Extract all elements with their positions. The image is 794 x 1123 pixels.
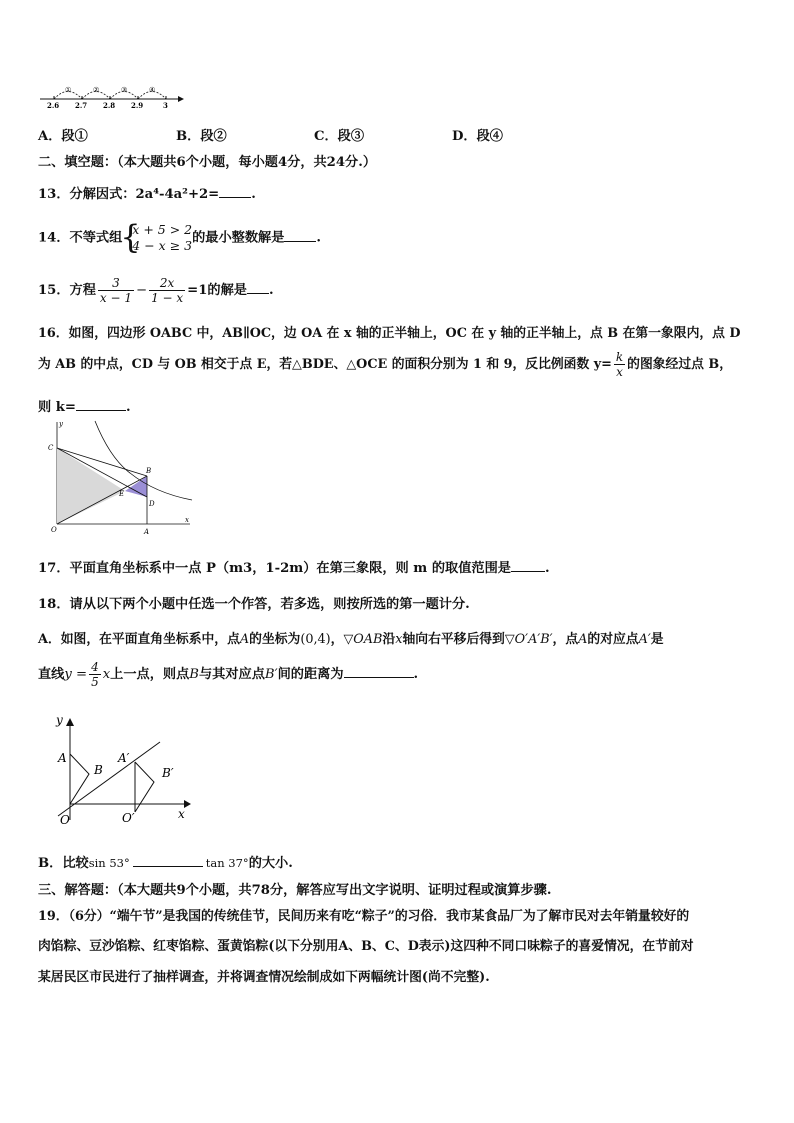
question-18a-line-2: 直线y = $\frac{4}{5}$ x上一点，则点B与其对应点B′间的距离为 . (38, 660, 419, 689)
segment-label: ① (65, 86, 72, 94)
segment-label: ② (93, 86, 100, 94)
q16-end: . (125, 400, 131, 415)
section-3-heading: 三、解答题：（本大题共9个小题，共78分，解答应写出文字说明、证明过程或演算步骤. (38, 883, 552, 898)
q13-end: . (251, 187, 256, 202)
fraction-1: $\frac{3}{x - 1}$ (99, 276, 133, 305)
question-19-line-2: 肉馅粽、豆沙馅粽、红枣馅粽、蛋黄馅粽(以下分别用A、B、C、D表示)这四种不同口味粽子的喜爱情况，在节前对 (38, 939, 694, 954)
question-18b: B．比较sin 53° tan 37°的大小. (38, 856, 293, 871)
q14-text: 14．不等式组 (38, 230, 123, 246)
q15-end: . (268, 283, 274, 298)
answer-blank (133, 854, 203, 867)
answer-blank (219, 185, 251, 198)
point-label-a: A (144, 528, 150, 536)
q15-text-2: =1的解是 (187, 283, 247, 298)
answer-blank (344, 665, 414, 678)
figure-18 (46, 712, 196, 830)
question-16-line-2 (38, 350, 732, 379)
point-label-b: B (146, 467, 152, 475)
q16-text-3: 则 k= (38, 400, 76, 415)
answer-blank (76, 398, 126, 411)
question-14 (38, 222, 321, 254)
axis-label-y: y (56, 713, 63, 727)
point-label-b: B (94, 763, 103, 777)
question-19-line-3: 某居民区市民进行了抽样调查，并将调查情况绘制成如下两幅统计图(尚不完整). (38, 970, 490, 985)
segment-label: ③ (121, 86, 128, 94)
question-13 (38, 183, 256, 202)
q16-text-2: 的图象经过点 B， (627, 357, 733, 372)
axis-label-x: x (185, 516, 189, 524)
tick-label: 2.6 (47, 101, 60, 110)
axis-label-y: y (59, 420, 63, 428)
question-17 (38, 557, 550, 576)
point-label-a-prime: A′ (118, 751, 130, 765)
answer-blank (284, 229, 316, 242)
point-label-o: O (51, 526, 57, 534)
point-label-e: E (119, 490, 125, 498)
figure-16 (40, 418, 195, 538)
k-over-x: $\frac{k}{x}$ (615, 350, 624, 379)
question-16-line-3 (38, 396, 131, 415)
point-label-o-prime: O′ (122, 811, 135, 825)
minus-sign: − (136, 283, 148, 298)
tick-label: 2.9 (131, 101, 144, 110)
tick-label: 2.8 (103, 101, 116, 110)
q14-text-2: 的最小整数解是 (192, 230, 285, 246)
option-b: B．段② (176, 129, 227, 144)
inequality-system (122, 222, 192, 254)
segment-label: ④ (149, 86, 156, 94)
number-line-figure (38, 82, 188, 110)
option-d: D．段④ (452, 129, 503, 144)
point-label-d: D (149, 500, 155, 508)
q15-text: 15．方程 (38, 283, 96, 298)
q13-text: 13．分解因式：2a⁴-4a²+2= (38, 187, 220, 202)
point-label-c: C (48, 444, 54, 452)
tick-label: 3 (163, 101, 168, 110)
axis-label-x: x (178, 807, 185, 821)
point-label-b-prime: B′ (162, 766, 174, 780)
triangle-oce (57, 448, 125, 524)
section-2-heading: 二、填空题：（本大题共6个小题，每小题4分，共24分.） (38, 155, 377, 170)
question-18a-line-1: A．如图，在平面直角坐标系中，点A的坐标为(0,4)，▽OAB沿x轴向右平移后得到▽O′A′B′，点A的对应点A′是 (38, 632, 664, 647)
answer-blank (511, 559, 545, 572)
tick-label: 2.7 (75, 101, 88, 110)
point-label-o: O (60, 813, 70, 827)
answer-blank (247, 281, 269, 294)
inequality-1: { x + 5 > 2 (132, 222, 193, 237)
option-a: A．段① (38, 129, 88, 144)
four-fifths: $\frac{4}{5}$ (91, 660, 99, 689)
inequality-2: 4 − x ≥ 3 (132, 238, 193, 253)
question-15 (38, 276, 274, 305)
question-16-line-1: 16．如图，四边形 OABC 中，AB∥OC，边 OA 在 x 轴的正半轴上，OC 在 y 轴的正半轴上，点 B 在第一象限内，点 D (38, 326, 741, 341)
q17-text: 17．平面直角坐标系中一点 P（m3，1-2m）在第三象限，则 m 的取值范围是 (38, 561, 511, 576)
q17-end: . (544, 561, 550, 576)
option-c: C．段③ (314, 129, 365, 144)
point-label-a: A (58, 751, 67, 765)
fraction-2: $\frac{2x}{1 - x}$ (151, 276, 184, 305)
q14-end: . (316, 230, 321, 246)
question-18: 18．请从以下两个小题中任选一个作答，若多选，则按所选的第一题计分. (38, 597, 470, 612)
q16-text: 为 AB 的中点，CD 与 OB 相交于点 E，若△BDE、△OCE 的面积分别为 1 和 9，反比例函数 y= (38, 357, 612, 372)
line-y-4-5x (58, 742, 160, 816)
question-19-line-1: 19．（6分）“端午节”是我国的传统佳节，民间历来有吃“粽子”的习俗．我市某食品厂为了解市民对去年销量较好的 (38, 909, 690, 924)
